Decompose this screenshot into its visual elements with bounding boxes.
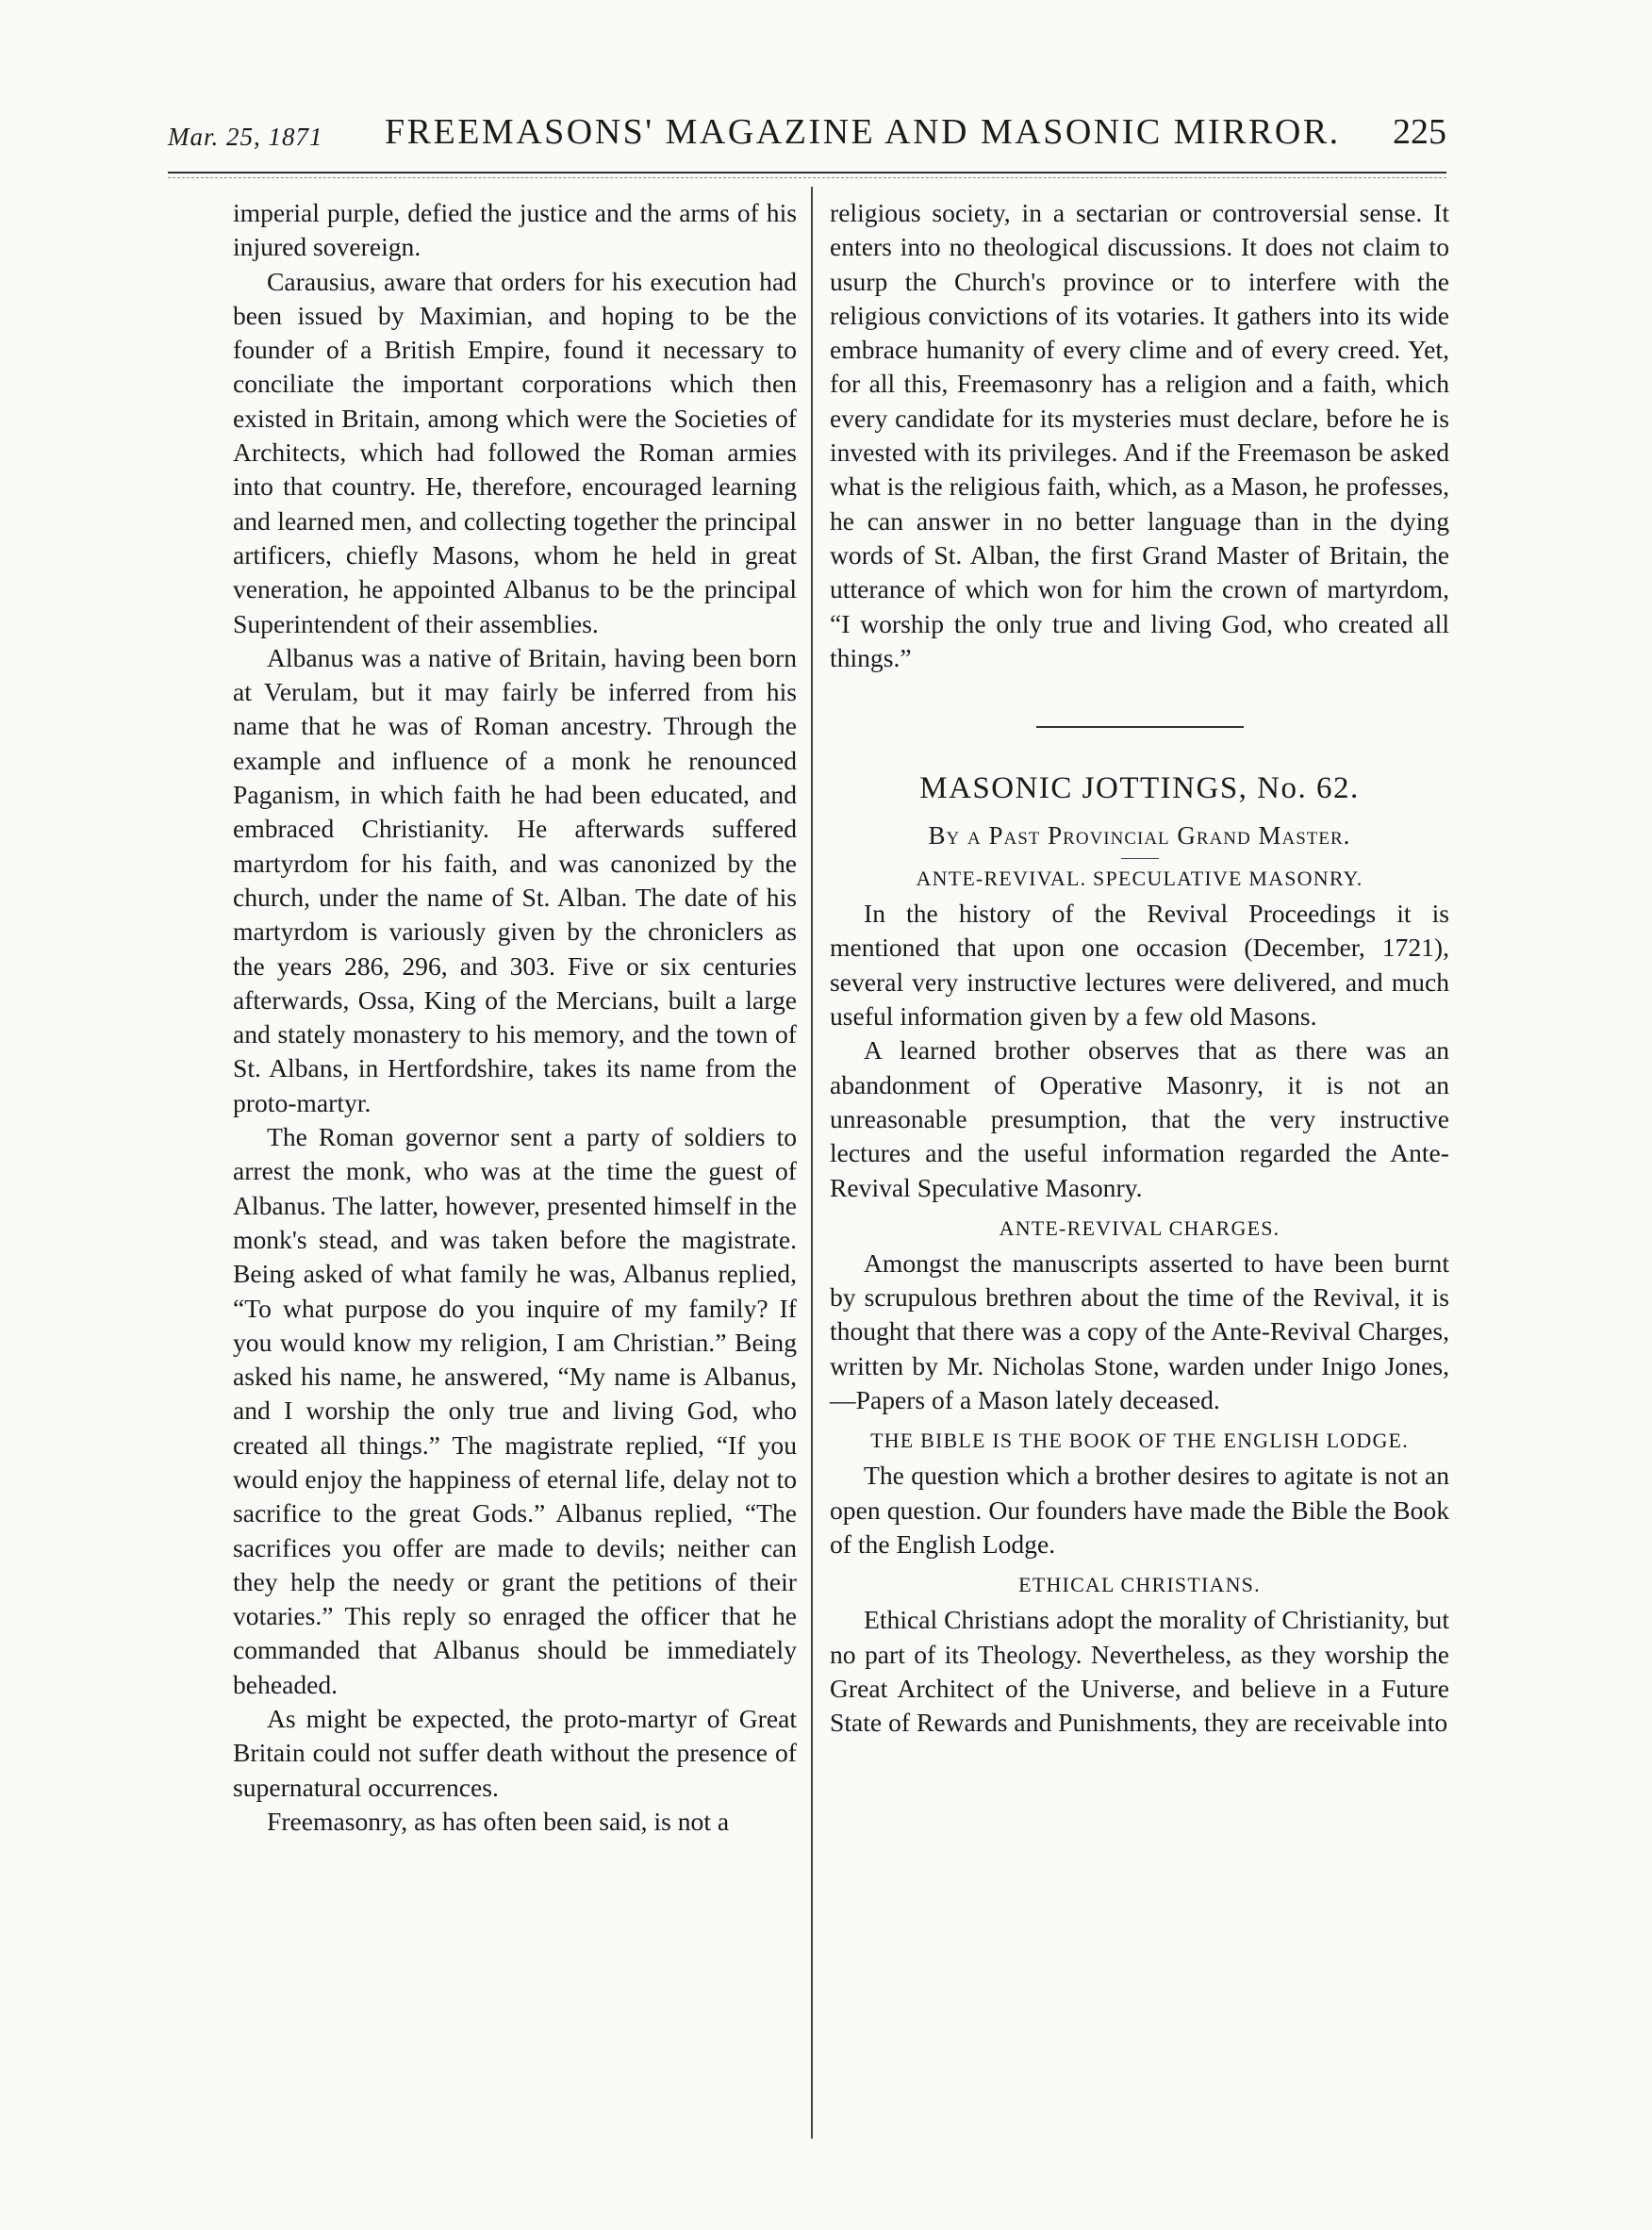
paragraph: The Roman governor sent a party of soldiers to arrest the monk, who was at the time the guest of Albanus. The latter, however, presented himself in the monk's stead, and was taken before the magistrate. Being asked of what family he was, Albanus replied, “To what purpose do you inquire of my family? If you would know my religion, I am Christian.” Being asked his name, he answered, “My name is Albanus, and I worship the only true and living God, who created all things.” The magistrate replied, “If you would enjoy the happiness of eternal life, delay not to sacrifice to the great Gods.” Albanus replied, “The sacrifices you offer are made to devils; neither can they help the needy or grant the petitions of their votaries.” This reply so enraged the officer that he commanded that Albanus should be immediately beheaded. <box>233 1122 797 1699</box>
subhead: ETHICAL CHRISTIANS. <box>1018 1573 1261 1597</box>
byline-rule <box>1121 858 1159 859</box>
paragraph: Ethical Christians adopt the morality of Christianity, but no part of its Theology. Nevertheless, as they worship the Great Architect of the Universe, and believe in a Future State of Rewards and Punishments, they are receivable into <box>830 1605 1449 1738</box>
header-rule <box>168 172 1446 173</box>
subhead: ANTE-REVIVAL CHARGES. <box>999 1215 1280 1240</box>
page-header <box>168 106 1446 162</box>
section-title: MASONIC JOTTINGS, No. 62. <box>919 771 1360 806</box>
column-divider <box>811 187 813 2139</box>
paragraph: imperial purple, defied the justice and the arms of his injured sovereign. <box>233 198 797 262</box>
section-separator <box>1036 726 1244 728</box>
paragraph: religious society, in a sectarian or controversial sense. It enters into no theological discussions. It does not claim to usurp the Church's province or to interfere with the religious convictions of its votaries. It gathers into its wide embrace humanity of every clime and of every creed. Yet, for all this, Freemasonry has a religion and a faith, which every candidate for its mysteries must declare, before he is invested with its privileges. And if the Freemason be asked what is the religious faith, which, as a Mason, he professes, he can answer in no better language than in the dying words of St. Alban, the first Grand Master of Britain, the utterance of which won for him the crown of martyrdom, “I worship the only true and living God, who created all things.” <box>830 198 1449 672</box>
paragraph: The question which a brother desires to agitate is not an open question. Our founders have made the Bible the Book of the English Lodge. <box>830 1461 1449 1559</box>
paragraph: Carausius, aware that orders for his execution had been issued by Maximian, and hoping to be the founder of a British Empire, found it necessary to conciliate the important corporations which then existed in Britain, among which were the Societies of Architects, which had followed the Roman armies into that country. He, therefore, encouraged learning and learned men, and collecting together the principal artificers, chiefly Masons, whom he held in great veneration, he appointed Albanus to be the principal Superintendent of their assemblies. <box>233 266 797 638</box>
page-number: 225 <box>1393 112 1446 152</box>
paragraph: Freemasonry, as has often been said, is not a <box>267 1806 730 1836</box>
issue-date: Mar. 25, 1871 <box>168 123 323 151</box>
right-column <box>830 196 1449 1740</box>
paragraph: A learned brother observes that as there was an abandonment of Operative Masonry, it is not an unreasonable presumption, that the very instructive lectures and the useful information regarded the Ante-Revival Speculative Masonry. <box>830 1035 1449 1202</box>
magazine-title: FREEMASONS' MAGAZINE AND MASONIC MIRROR. <box>385 112 1341 152</box>
paragraph: Amongst the manuscripts asserted to have been burnt by scrupulous brethren about the time of the Revival, it is thought that there was a copy of the Ante-Revival Charges, written by Mr. Nicholas Stone, warden under Inigo Jones,—Papers of a Mason lately deceased. <box>830 1247 1449 1415</box>
left-column <box>233 196 797 1839</box>
paragraph: Albanus was a native of Britain, having been born at Verulam, but it may fairly be inferred from his name that he was of Roman ancestry. Through the example and influence of a monk he renounced Paganism, in which faith he had been educated, and embraced Christianity. He afterwards suffered martyrdom for his faith, and was canonized by the church, under the name of St. Alban. The date of his martyrdom is variously given by the chroniclers as the years 286, 296, and 303. Five or six centuries afterwards, Ossa, King of the Mercians, built a large and stately monastery to his memory, and the town of St. Albans, in Hertfordshire, takes its name from the proto-martyr. <box>233 642 797 1117</box>
subhead: ANTE-REVIVAL. SPECULATIVE MASONRY. <box>916 867 1363 891</box>
subhead: THE BIBLE IS THE BOOK OF THE ENGLISH LODGE. <box>870 1429 1409 1453</box>
header-rule-dashed <box>168 177 1446 178</box>
byline: By a Past Provincial Grand Master. <box>928 821 1351 851</box>
paragraph: As might be expected, the proto-martyr of Great Britain could not suffer death without the presence of supernatural occurrences. <box>233 1704 797 1802</box>
paragraph: In the history of the Revival Proceedings it is mentioned that upon one occasion (December, 1721), several very instructive lectures were delivered, and much useful information given by a few old Masons. <box>830 899 1449 1032</box>
